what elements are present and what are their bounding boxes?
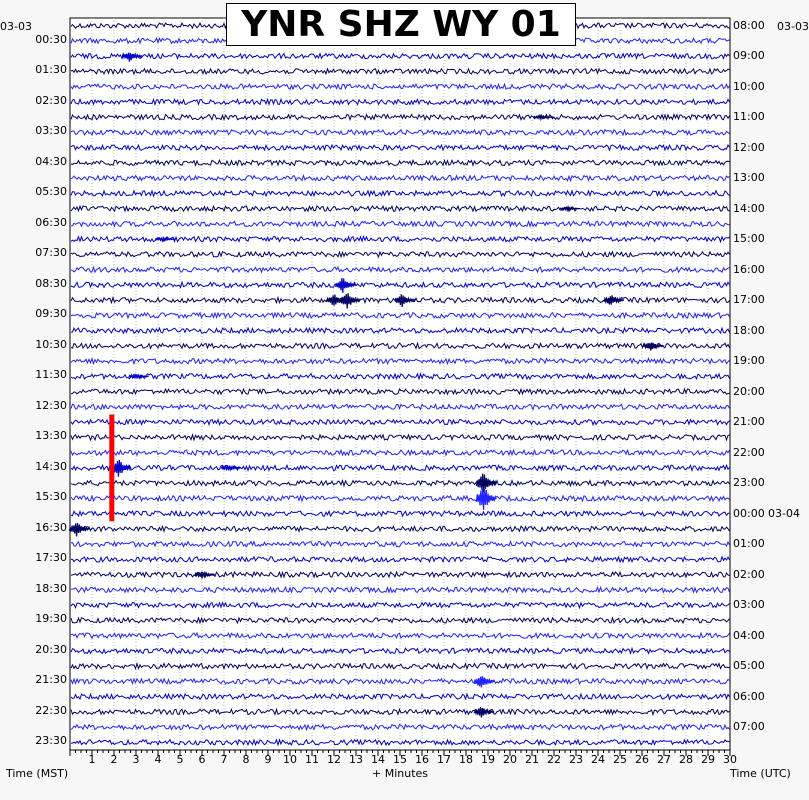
left-time-label: 13:30 [35,429,67,443]
left-time-label: 22:30 [35,703,67,717]
x-tick-label: 29 [701,753,715,766]
left-time-label: 18:30 [35,581,67,595]
x-tick-label: 8 [242,753,250,766]
left-time-label: 06:30 [35,215,67,229]
right-date-change: 03-04 [768,506,800,520]
right-time-label: 04:00 [733,628,765,642]
x-tick-label: 3 [132,753,140,766]
x-tick-label: 4 [154,753,162,766]
right-time-label: 05:00 [733,659,765,673]
right-time-label: 07:00 [733,720,765,734]
right-axis-label: Time (UTC) [730,767,791,780]
x-tick-label: 1 [88,753,96,766]
right-time-label: 08:00 [733,18,765,32]
right-time-label: 20:00 [733,384,765,398]
left-time-label: 05:30 [35,185,67,199]
left-time-label: 14:30 [35,459,67,473]
left-time-label: 07:30 [35,246,67,260]
x-tick-label: 16 [415,753,429,766]
left-date: 03-03 [0,20,32,33]
left-time-label: 08:30 [35,276,67,290]
x-tick-label: 9 [264,753,272,766]
left-axis-label: Time (MST) [6,767,69,780]
right-time-label: 15:00 [733,232,765,246]
x-tick-label: 18 [459,753,473,766]
left-time-label: 09:30 [35,307,67,321]
right-time-label: 22:00 [733,445,765,459]
left-time-label: 15:30 [35,490,67,504]
right-time-label: 21:00 [733,415,765,429]
left-time-label: 23:30 [35,734,67,748]
left-time-label: 20:30 [35,642,67,656]
right-date-top: 03-03 [777,20,809,33]
left-time-label: 02:30 [35,93,67,107]
x-tick-label: 26 [635,753,649,766]
right-time-label: 13:00 [733,171,765,185]
right-time-label: 10:00 [733,79,765,93]
left-time-label: 03:30 [35,124,67,138]
left-time-label: 00:30 [35,32,67,46]
right-time-label: 17:00 [733,293,765,307]
x-tick-label: 21 [525,753,539,766]
x-tick-label: 5 [176,753,184,766]
right-time-label: 06:00 [733,689,765,703]
x-tick-label: 30 [723,753,737,766]
left-time-label: 01:30 [35,63,67,77]
x-tick-label: 23 [569,753,583,766]
x-tick-label: 25 [613,753,627,766]
left-time-label: 17:30 [35,551,67,565]
x-tick-label: 19 [481,753,495,766]
right-time-label: 01:00 [733,537,765,551]
right-time-label: 09:00 [733,49,765,63]
x-tick-label: 24 [591,753,605,766]
right-time-label: 18:00 [733,323,765,337]
left-time-label: 10:30 [35,337,67,351]
chart-title: YNR SHZ WY 01 [226,3,576,46]
x-tick-label: 22 [547,753,561,766]
left-time-label: 11:30 [35,368,67,382]
left-time-label: 16:30 [35,520,67,534]
right-time-label: 02:00 [733,567,765,581]
left-time-label: 21:30 [35,673,67,687]
x-tick-label: 2 [110,753,118,766]
left-time-label: 19:30 [35,612,67,626]
right-time-label: 00:00 [733,506,765,520]
right-time-label: 12:00 [733,140,765,154]
x-tick-label: 17 [437,753,451,766]
x-tick-label: 28 [679,753,693,766]
x-tick-label: 13 [349,753,363,766]
x-tick-label: 14 [371,753,385,766]
right-time-label: 11:00 [733,110,765,124]
x-tick-label: 10 [283,753,297,766]
x-tick-label: 6 [198,753,206,766]
event-marker [109,415,114,522]
x-axis-label: + Minutes [372,767,429,780]
right-time-label: 03:00 [733,598,765,612]
right-time-label: 16:00 [733,262,765,276]
x-tick-label: 11 [305,753,319,766]
left-time-label: 04:30 [35,154,67,168]
x-tick-label: 20 [503,753,517,766]
right-time-label: 14:00 [733,201,765,215]
x-tick-label: 27 [657,753,671,766]
right-time-label: 19:00 [733,354,765,368]
right-time-label: 23:00 [733,476,765,490]
left-time-label: 12:30 [35,398,67,412]
x-tick-label: 7 [220,753,228,766]
x-tick-label: 15 [393,753,407,766]
x-tick-label: 12 [327,753,341,766]
